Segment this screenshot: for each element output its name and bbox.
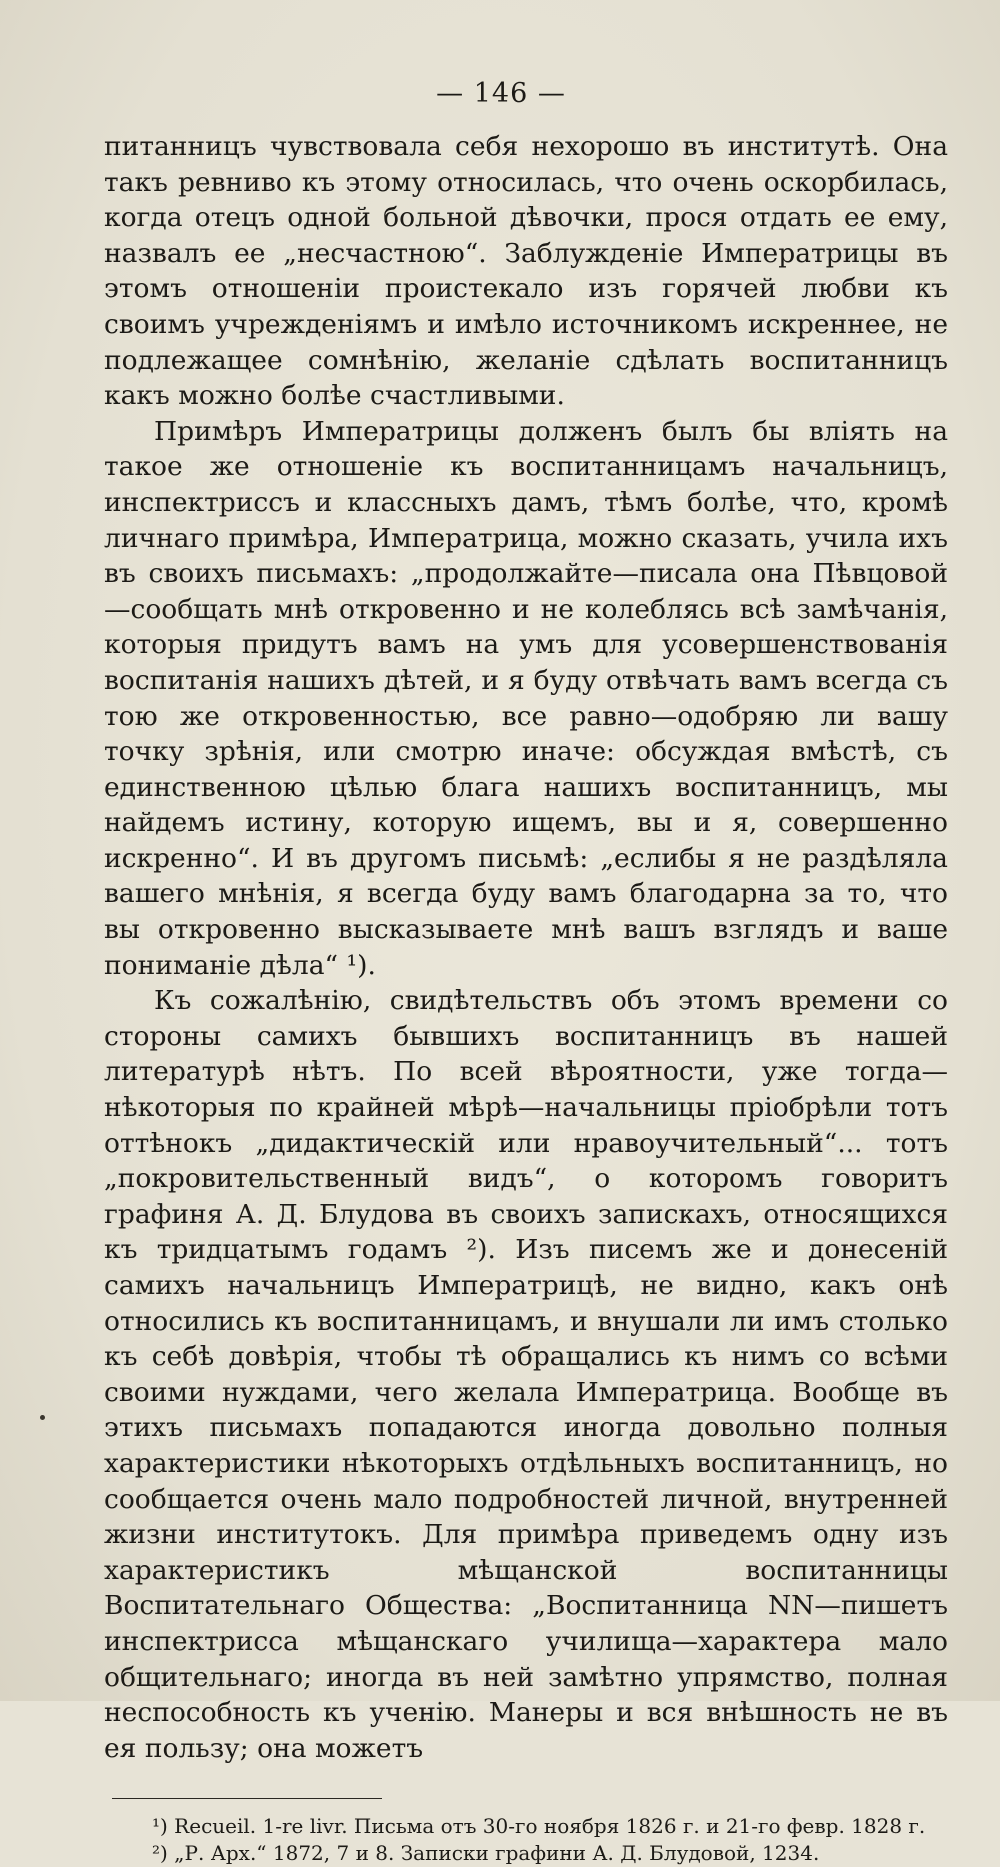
page-number: — 146 — xyxy=(436,78,566,109)
footnotes xyxy=(104,1813,948,1867)
paragraph-1: питанницъ чувствовала себя нехорошо въ институтѣ. Она такъ ревниво къ этому относилась, что очень оскорбилась, когда отецъ одной больной дѣвочки, прося отдать ее ему, назвалъ ее „несчастною“. Заблужденіе Императрицы въ этомъ отношеніи проистекало изъ горячей любви къ своимъ учрежденіямъ и имѣло источникомъ искреннее, не подлежащее сомнѣнію, желаніе сдѣлать воспитанницъ какъ можно болѣе счастливыми. xyxy=(104,131,948,412)
paper-speck xyxy=(40,1415,45,1420)
footnote-2: ²) „Р. Арх.“ 1872, 7 и 8. Записки графини А. Д. Блудовой, 1234. xyxy=(152,1841,820,1866)
paragraph-2: Примѣръ Императрицы долженъ былъ бы вліять на такое же отношеніе къ воспитанницамъ начальницъ, инспектриссъ и классныхъ дамъ, тѣмъ болѣе, что, кромѣ личнаго примѣра, Императрица, можно сказать, учила ихъ въ своихъ письмахъ: „продолжайте—писала она Пѣвцовой—сообщать мнѣ откровенно и не колеблясь всѣ замѣчанія, которыя придутъ вамъ на умъ для усовершенствованія воспитанія нашихъ дѣтей, и я буду отвѣчать вамъ всегда съ тою же откровенностью, все равно—одобряю ли вашу точку зрѣнія, или смотрю иначе: обсуждая вмѣстѣ, съ единственною цѣлью блага нашихъ воспитанницъ, мы найдемъ истину, которую ищемъ, вы и я, совершенно искренно“. И въ другомъ письмѣ: „еслибы я не раздѣляла вашего мнѣнія, я всегда буду вамъ благодарна за то, что вы откровенно высказываете мнѣ вашъ взглядъ и ваше пониманіе дѣла“ ¹). xyxy=(104,415,948,981)
paragraph-3: Къ сожалѣнію, свидѣтельствъ объ этомъ времени со стороны самихъ бывшихъ воспитанницъ въ нашей литературѣ нѣтъ. По всей вѣроятности, уже тогда—нѣкоторыя по крайней мѣрѣ—начальницы пріобрѣли тотъ оттѣнокъ „дидактическій или нравоучительный“... тотъ „покровительственный видъ“, о которомъ говоритъ графиня А. Д. Блудова въ своихъ запискахъ, относящихся къ тридцатымъ годамъ ²). Изъ писемъ же и донесеній самихъ начальницъ Императрицѣ, не видно, какъ онѣ относились къ воспитанницамъ, и внушали ли имъ столько къ себѣ довѣрія, чтобы тѣ обращались къ нимъ со всѣми своими нуждами, чего желала Императрица. Вообще въ этихъ письмахъ попадаются иногда довольно полныя характеристики нѣкоторыхъ отдѣльныхъ воспитанницъ, но сообщается очень мало подробностей личной, внутренней жизни институтокъ. Для примѣра приведемъ одну изъ характеристикъ мѣщанской воспитанницы Воспитательнаго Общества: „Воспитанница NN—пишетъ инспектрисса мѣщанскаго училища—характера мало общительнаго; иногда въ ней замѣтно упрямство, полная неспособность къ ученію. Манеры и вся внѣшность не въ ея пользу; она можетъ xyxy=(104,985,948,1764)
footnote-1: ¹) Recueil. 1-re livr. Письма отъ 30-го ноября 1826 г. и 21-го февр. 1828 г. xyxy=(152,1814,926,1839)
body-text xyxy=(104,129,948,1766)
footnote-divider xyxy=(112,1798,382,1799)
